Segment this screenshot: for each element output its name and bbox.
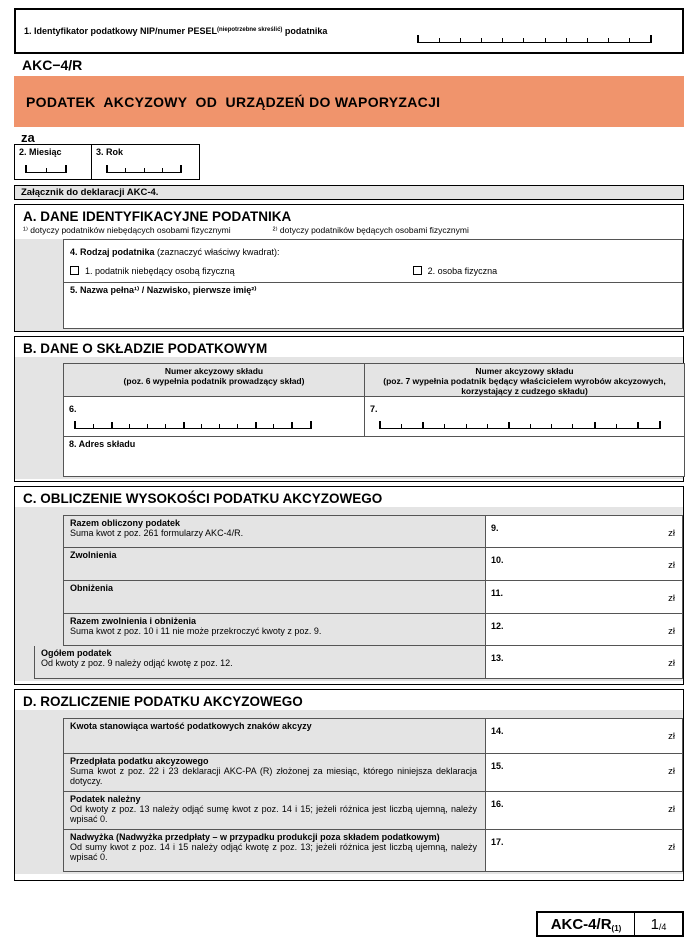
year-label: 3. Rok bbox=[96, 147, 124, 157]
row-reductions bbox=[63, 581, 683, 614]
row-17-sublabel: Od sumy kwot z poz. 14 i 15 należy odjąć kwotę z poz. 13; jeżeli różnica jest liczbą ujemną, należy wpisać 0. bbox=[70, 842, 477, 862]
row-12-label: Razem zwolnienia i obniżenia bbox=[70, 616, 197, 626]
row-13-number: 13. bbox=[491, 653, 504, 663]
footer-form-code-sub: (1) bbox=[611, 924, 622, 933]
row-total-tax bbox=[34, 646, 683, 679]
warehouse-number-field-7[interactable] bbox=[365, 397, 685, 437]
row-12-number: 12. bbox=[491, 621, 504, 631]
field-6-number: 6. bbox=[69, 404, 77, 414]
row-17-number: 17. bbox=[491, 837, 504, 847]
nip-pesel-comb-field[interactable] bbox=[417, 36, 652, 43]
row-excise-stamps-value bbox=[63, 718, 683, 754]
warehouse-number-comb-6[interactable] bbox=[74, 422, 312, 429]
row-11-label-cell bbox=[63, 581, 486, 614]
form-title-banner bbox=[14, 76, 684, 127]
footer-box bbox=[536, 911, 684, 937]
footer-page-number bbox=[635, 913, 682, 935]
month-comb-field[interactable] bbox=[25, 166, 67, 173]
row-surplus bbox=[63, 830, 683, 872]
section-a-body bbox=[15, 239, 683, 331]
warehouse-number-field-6[interactable] bbox=[63, 397, 365, 437]
row-14-currency: zł bbox=[668, 731, 675, 742]
section-d-body bbox=[15, 710, 683, 874]
field-7-number: 7. bbox=[370, 404, 378, 414]
section-c-body bbox=[15, 507, 683, 681]
row-14-number: 14. bbox=[491, 726, 504, 736]
taxpayer-id-label bbox=[24, 26, 327, 36]
row-16-number: 16. bbox=[491, 799, 504, 809]
taxpayer-id-label-sup: (niepotrzebne skreślić) bbox=[217, 27, 283, 33]
row-total-calculated-tax bbox=[63, 515, 683, 548]
row-13-value-cell[interactable] bbox=[486, 646, 683, 679]
row-14-label: Kwota stanowiąca wartość podatkowych znaków akcyzy bbox=[70, 721, 312, 731]
row-13-currency: zł bbox=[668, 658, 675, 669]
period-za-label: za bbox=[21, 130, 35, 145]
row-9-label: Razem obliczony podatek bbox=[70, 518, 181, 528]
row-17-label-cell bbox=[63, 830, 486, 872]
row-16-value-cell[interactable] bbox=[486, 792, 683, 830]
row-15-label: Przedpłata podatku akcyzowego bbox=[70, 756, 209, 766]
full-name-field[interactable] bbox=[63, 283, 683, 329]
taxpayer-type-label: 4. Rodzaj podatnika bbox=[70, 247, 155, 257]
warehouse-address-field[interactable] bbox=[63, 437, 685, 477]
row-9-currency: zł bbox=[668, 528, 675, 539]
full-name-label: 5. Nazwa pełna¹⁾ / Nazwisko, pierwsze imię²⁾ bbox=[70, 285, 257, 295]
option-2-label: 2. osoba fizyczna bbox=[427, 266, 498, 276]
period-table bbox=[14, 144, 200, 180]
row-17-label: Nadwyżka (Nadwyżka przedpłaty – w przypadku produkcji poza składem podatkowym) bbox=[70, 832, 440, 842]
row-10-currency: zł bbox=[668, 560, 675, 571]
row-9-label-cell bbox=[63, 515, 486, 548]
row-9-number: 9. bbox=[491, 523, 499, 533]
warehouse-number-col2-header bbox=[365, 363, 685, 397]
section-d bbox=[14, 689, 684, 881]
checkbox-non-individual[interactable] bbox=[70, 266, 79, 275]
taxpayer-id-label-post: podatnika bbox=[284, 26, 328, 36]
warehouse-number-col1-header bbox=[63, 363, 365, 397]
col2-header-line1: Numer akcyzowy składu bbox=[475, 366, 574, 376]
taxpayer-type-label-hint: (zaznaczyć właściwy kwadrat): bbox=[154, 247, 280, 257]
row-16-label: Podatek należny bbox=[70, 794, 141, 804]
year-field[interactable] bbox=[92, 144, 200, 180]
row-14-label-cell bbox=[63, 718, 486, 754]
row-10-value-cell[interactable] bbox=[486, 548, 683, 581]
row-excise-prepayment bbox=[63, 754, 683, 792]
row-10-number: 10. bbox=[491, 555, 504, 565]
section-b-body bbox=[15, 357, 683, 479]
row-12-sublabel: Suma kwot z poz. 10 i 11 nie może przekroczyć kwoty z poz. 9. bbox=[70, 626, 322, 636]
row-16-label-cell bbox=[63, 792, 486, 830]
section-a bbox=[14, 204, 684, 332]
row-12-value-cell[interactable] bbox=[486, 614, 683, 646]
col1-header-line2: (poz. 6 wypełnia podatnik prowadzący skład) bbox=[123, 376, 305, 386]
row-10-label: Zwolnienia bbox=[70, 550, 117, 560]
row-12-label-cell bbox=[63, 614, 486, 646]
taxpayer-id-box bbox=[14, 8, 684, 54]
taxpayer-id-label-main: 1. Identyfikator podatkowy NIP/numer PESEL bbox=[24, 26, 218, 36]
row-17-currency: zł bbox=[668, 842, 675, 853]
row-11-value-cell[interactable] bbox=[486, 581, 683, 614]
row-11-label: Obniżenia bbox=[70, 583, 114, 593]
section-a-heading: A. DANE IDENTYFIKACYJNE PODATNIKA bbox=[23, 209, 292, 224]
attachment-note-bar: Załącznik do deklaracji AKC-4. bbox=[14, 185, 684, 200]
footer-page-current: 1 bbox=[650, 916, 659, 933]
footer-form-code-text: AKC-4/R bbox=[550, 916, 612, 933]
option-1-label: 1. podatnik niebędący osobą fizyczną bbox=[85, 266, 235, 276]
section-d-heading: D. ROZLICZENIE PODATKU AKCYZOWEGO bbox=[23, 694, 303, 709]
row-15-value-cell[interactable] bbox=[486, 754, 683, 792]
warehouse-address-label: 8. Adres składu bbox=[69, 439, 136, 449]
month-field[interactable] bbox=[14, 144, 92, 180]
section-c-heading: C. OBLICZENIE WYSOKOŚCI PODATKU AKCYZOWEGO bbox=[23, 491, 383, 506]
row-15-label-cell bbox=[63, 754, 486, 792]
section-b bbox=[14, 336, 684, 482]
row-14-value-cell[interactable] bbox=[486, 718, 683, 754]
row-15-number: 15. bbox=[491, 761, 504, 771]
row-9-sublabel: Suma kwot z poz. 261 formularzy AKC-4/R. bbox=[70, 528, 244, 538]
footnote-2: ²⁾ dotyczy podatników będących osobami fizycznymi bbox=[272, 225, 469, 235]
form-title: PODATEK AKCYZOWY OD URZĄDZEŃ DO WAPORYZACJI bbox=[26, 93, 441, 110]
row-exemptions bbox=[63, 548, 683, 581]
checkbox-individual[interactable] bbox=[413, 266, 422, 275]
year-comb-field[interactable] bbox=[106, 166, 182, 173]
month-label: 2. Miesiąc bbox=[19, 147, 62, 157]
taxpayer-type-field bbox=[63, 239, 683, 283]
taxpayer-type-option-2[interactable] bbox=[413, 266, 498, 276]
row-tax-due bbox=[63, 792, 683, 830]
footnote-1: ¹⁾ dotyczy podatników niebędących osobami fizycznymi bbox=[23, 225, 231, 235]
row-11-currency: zł bbox=[668, 593, 675, 604]
taxpayer-type-option-1[interactable] bbox=[70, 266, 235, 276]
section-a-footnotes bbox=[15, 225, 683, 239]
footer-page-total: /4 bbox=[658, 922, 667, 932]
row-11-number: 11. bbox=[491, 588, 504, 598]
row-13-label: Ogółem podatek bbox=[41, 648, 112, 658]
warehouse-number-comb-7[interactable] bbox=[379, 422, 661, 429]
row-10-label-cell bbox=[63, 548, 486, 581]
row-15-sublabel: Suma kwot z poz. 22 i 23 deklaracji AKC-PA (R) złożonej za miesiąc, którego niniejsza deklaracja dotyczy. bbox=[70, 766, 477, 786]
col1-header-line1: Numer akcyzowy składu bbox=[164, 366, 264, 376]
row-17-value-cell[interactable] bbox=[486, 830, 683, 872]
row-16-sublabel: Od kwoty z poz. 13 należy odjąć sumę kwot z poz. 14 i 15; jeżeli różnica jest liczbą ujemną, należy wpisać 0. bbox=[70, 804, 477, 824]
row-9-value-cell[interactable] bbox=[486, 515, 683, 548]
footer-form-code bbox=[538, 913, 635, 935]
section-b-heading: B. DANE O SKŁADZIE PODATKOWYM bbox=[23, 341, 268, 356]
row-16-currency: zł bbox=[668, 804, 675, 815]
row-12-currency: zł bbox=[668, 626, 675, 637]
row-13-label-cell bbox=[34, 646, 486, 679]
row-13-sublabel: Od kwoty z poz. 9 należy odjąć kwotę z poz. 12. bbox=[41, 658, 233, 668]
row-total-exemptions-reductions bbox=[63, 614, 683, 646]
form-code: AKC−4/R bbox=[22, 57, 83, 73]
section-c bbox=[14, 486, 684, 685]
row-15-currency: zł bbox=[668, 766, 675, 777]
col2-header-line2: (poz. 7 wypełnia podatnik będący właścicielem wyrobów akcyzowych, korzystający z cudzego składu) bbox=[383, 376, 666, 396]
